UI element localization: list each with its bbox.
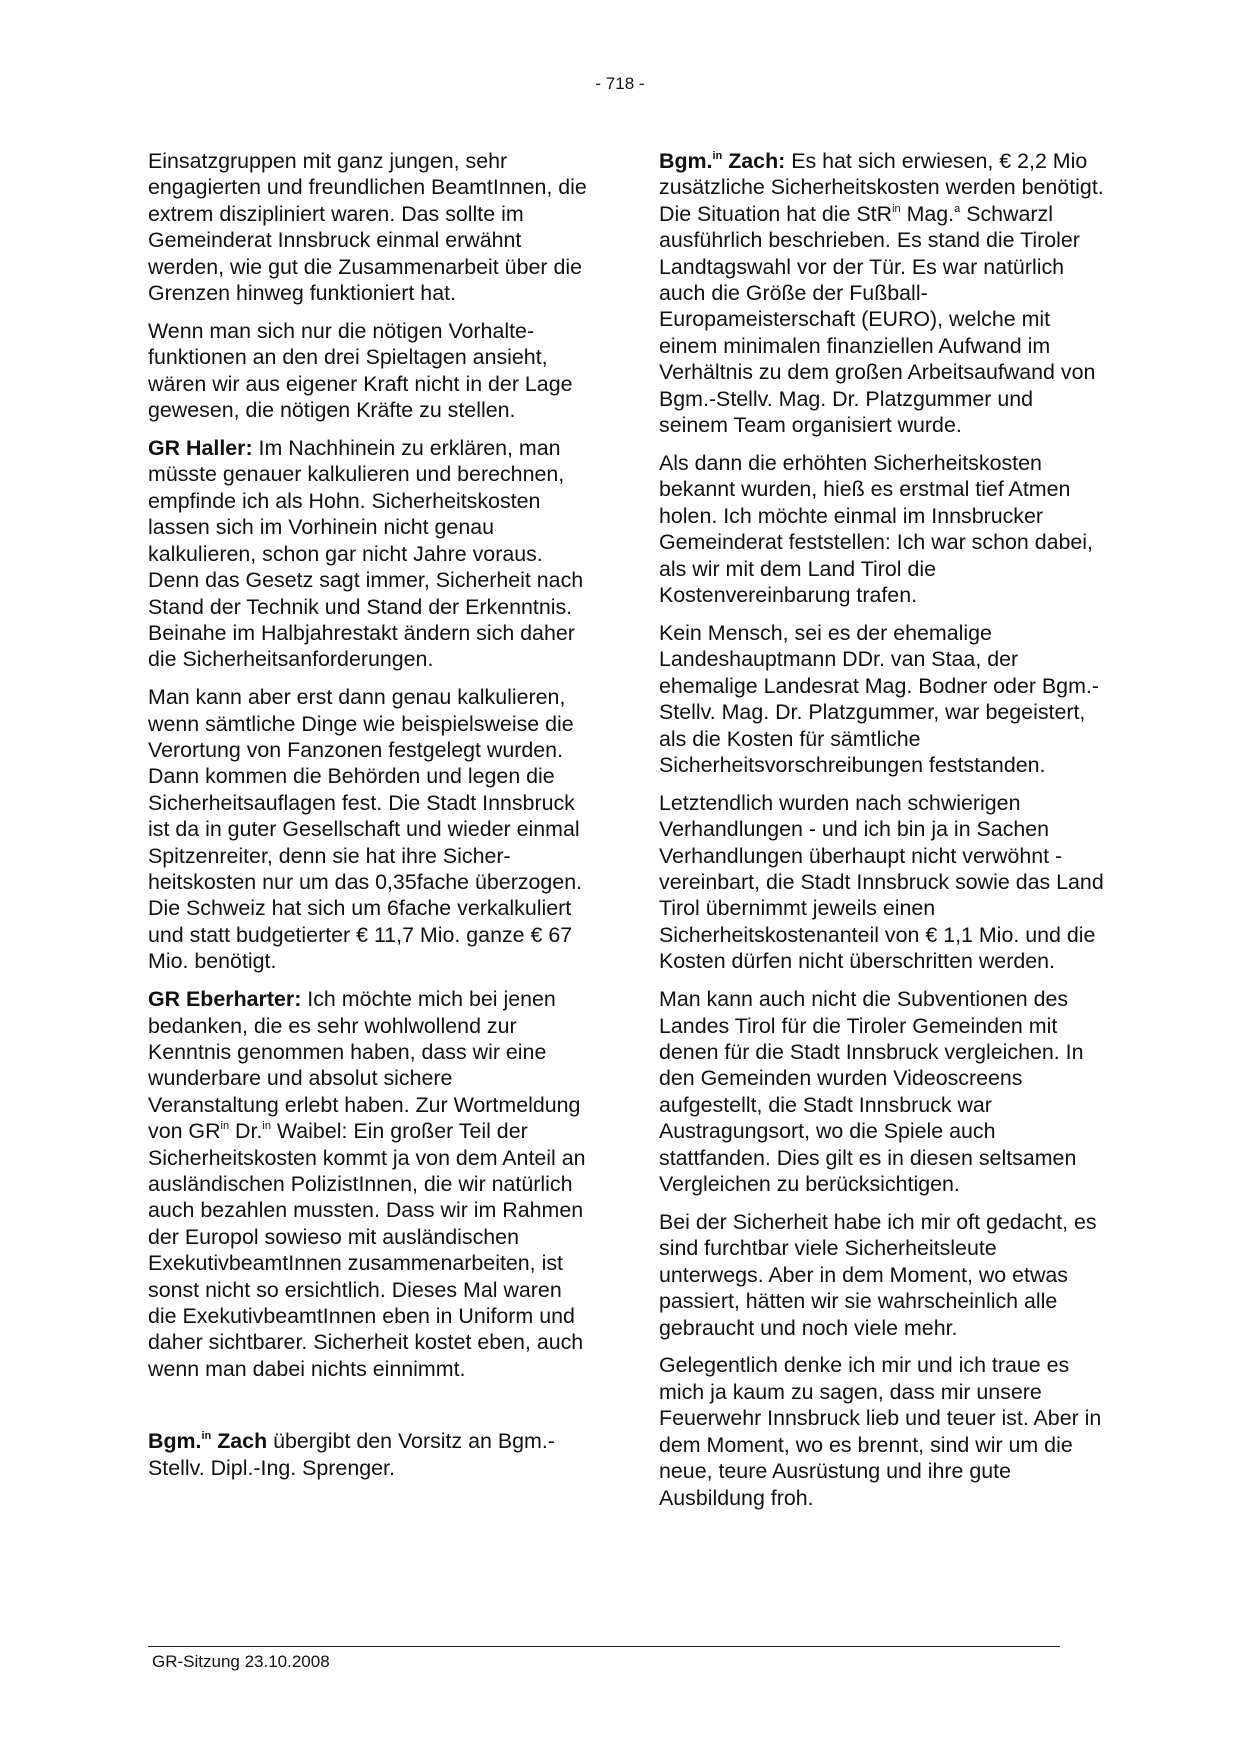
- speaker-name: [659, 149, 785, 173]
- paragraph: Kein Mensch, sei es der ehemalige Landeshauptmann DDr. van Staa, der ehemalige Landesrat Mag. Bodner oder Bgm.-Stellv. Mag. Dr. Platzgummer, war begeistert, als die Kosten für sämtliche Sicherheitsvorschreibungen feststanden.: [659, 620, 1099, 777]
- paragraph-text: Ich möchte mich bei jenen bedanken, die es sehr wohlwollend zur Kenntnis genommen haben, dass wir eine wunderbare und absolut sichere Veranstaltung erlebt haben. Zur Wortmeldung von GR: [148, 987, 581, 1144]
- right-column: [659, 148, 1105, 1522]
- footer-session-date: GR-Sitzung 23.10.2008: [152, 1652, 330, 1671]
- paragraph-text: Dr.: [229, 1119, 263, 1144]
- paragraph: [148, 435, 588, 673]
- page-number: - 718 -: [595, 74, 645, 93]
- paragraph: Wenn man sich nur die nötigen Vorhaltefunktionen an den drei Spieltagen ansieht, wären wir aus eigener Kraft nicht in der Lage gewesen, die nötigen Kräfte zu stellen.: [148, 318, 573, 423]
- speaker-title: Bgm.: [148, 1429, 202, 1454]
- left-column: [148, 148, 588, 1493]
- paragraph-text: Es hat sich erwiesen, € 2,2 Mio zusätzliche Sicherheitskosten werden benötigt. Die Situation hat die StR: [659, 149, 1104, 226]
- paragraph-text: Waibel: Ein großer Teil der Sicherheitskosten kommt ja von dem Anteil an ausländischen PolizistInnen, die wir natürlich auch bezahlen mussten. Dass wir im Rahmen der Europol sowieso mit ausländischen ExekutivbeamtInnen zusammenarbeiten, ist sonst nicht so ersichtlich. Dieses Mal waren die ExekutivbeamtInnen eben in Uniform und daher sichtbarer. Sicherheit kostet eben, auch wenn man dabei nichts einnimmt.: [148, 1119, 586, 1381]
- speaker-surname: Zach:: [722, 149, 786, 173]
- paragraph: [659, 148, 1105, 438]
- paragraph-text: Schwarzl ausführlich beschrieben. Es stand die Tiroler Landtagswahl vor der Tür. Es war natürlich auch die Größe der Fußball-Europameisterschaft (EURO), welche mit einem minimalen finanziellen Aufwand im Verhältnis zu dem großen Arbeitsaufwand von Bgm.-Stellv. Mag. Dr. Platzgummer und seinem Team organisiert wurde.: [659, 201, 1096, 438]
- paragraph: Bei der Sicherheit habe ich mir oft gedacht, es sind furchtbar viele Sicherheitsleute unterwegs. Aber in dem Moment, wo etwas passiert, hätten wir sie wahrscheinlich alle gebraucht und noch viele mehr.: [659, 1209, 1097, 1340]
- speaker-name: GR Haller:: [148, 436, 253, 461]
- superscript: in: [220, 1120, 230, 1133]
- superscript: in: [262, 1120, 271, 1133]
- superscript: in: [201, 1430, 212, 1443]
- speaker-title: Bgm.: [659, 149, 713, 173]
- paragraph-text: übergibt den Vorsitz an Bgm.-Stellv. Dipl.-Ing. Sprenger.: [148, 1429, 555, 1480]
- superscript: in: [712, 150, 723, 162]
- superscript: in: [892, 202, 901, 215]
- paragraph-text: Mag.: [900, 201, 955, 226]
- paragraph: [148, 986, 588, 1382]
- paragraph: Einsatzgruppen mit ganz jungen, sehr engagierten und freundlichen BeamtInnen, die extrem diszipliniert waren. Das sollte im Gemeinderat Innsbruck einmal erwähnt werden, wie gut die Zusammenarbeit über die Grenzen hinweg funktioniert hat.: [148, 149, 587, 306]
- footer-divider: [148, 1646, 1060, 1647]
- paragraph: [148, 1428, 588, 1481]
- speaker-surname: Zach: [211, 1429, 268, 1454]
- paragraph: Man kann aber erst dann genau kalkulieren, wenn sämtliche Dinge wie beispielsweise die Verortung von Fanzonen festgelegt wurden. Dann kommen die Behörden und legen die Sicherheitsauflagen fest. Die Stadt Innsbruck ist da in guter Gesellschaft und wieder einmal Spitzenreiter, denn sie hat ihre Sicherheitskosten nur um das 0,35fache überzogen. Die Schweiz hat sich um 6fache verkalkuliert und statt budgetierter € 11,7 Mio. ganze € 67 Mio. benötigt.: [148, 685, 583, 974]
- paragraph: Als dann die erhöhten Sicherheitskosten bekannt wurden, hieß es erstmal tief Atmen holen. Ich möchte einmal im Innsbrucker Gemeinderat feststellen: Ich war schon dabei, als wir mit dem Land Tirol die Kostenvereinbarung trafen.: [659, 450, 1093, 607]
- paragraph: Man kann auch nicht die Subventionen des Landes Tirol für die Tiroler Gemeinden mit denen für die Stadt Innsbruck vergleichen. In den Gemeinden wurden Videoscreens aufgestellt, die Stadt Innsbruck war Austragungsort, wo die Spiele auch stattfanden. Dies gilt es in diesen seltsamen Vergleichen zu berücksichtigen.: [659, 987, 1084, 1197]
- speaker-name: GR Eberharter:: [148, 987, 302, 1012]
- paragraph: Gelegentlich denke ich mir und ich traue es mich ja kaum zu sagen, dass mir unsere Feuerwehr Innsbruck lieb und teuer ist. Aber in dem Moment, wo es brennt, sind wir um die neue, teure Ausrüstung und ihre gute Ausbildung froh.: [659, 1353, 1102, 1510]
- paragraph-text: Im Nachhinein zu erklären, man müsste genauer kalkulieren und berechnen, empfinde ich als Hohn. Sicherheitskosten lassen sich im Vorhinein nicht genau kalkulieren, schon gar nicht Jahre voraus. Denn das Gesetz sagt immer, Sicherheit nach Stand der Technik und Stand der Erkenntnis. Beinahe im Halbjahrestakt ändern sich daher die Sicherheitsanforderungen.: [148, 436, 584, 672]
- superscript: a: [954, 202, 961, 215]
- speaker-name: [148, 1429, 267, 1453]
- paragraph: Letztendlich wurden nach schwierigen Verhandlungen - und ich bin ja in Sachen Verhandlungen überhaupt nicht verwöhnt - vereinbart, die Stadt Innsbruck sowie das Land Tirol übernimmt jeweils einen Sicherheitskostenanteil von € 1,1 Mio. und die Kosten dürfen nicht überschritten werden.: [659, 790, 1104, 974]
